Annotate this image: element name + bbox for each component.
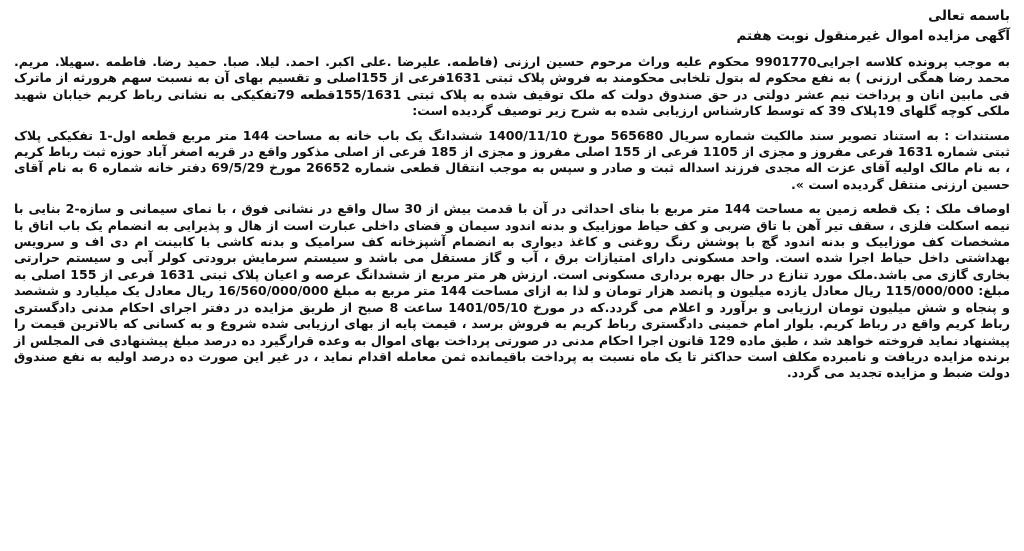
spacer	[14, 120, 1010, 128]
spacer	[14, 46, 1010, 54]
documents-paragraph: مستندات : به استناد تصویر سند مالکیت شماره سریال 565680 مورخ 1400/11/10 ششدانگ یک باب خانه به مساحت 144 متر مربع قطعه اول-1 تفکیکی پلاک ثبتی شماره 1631 فرعی مفروز و مجزی از 1105 فرعی از 155 اصلی مفروز و مجزی از 185 فرعی از اصلی مذکور واقع در قریه اصغر آباد حوزه ثبت رباط کریم ، به نام مالک اولیه آقای عزت اله مجدی فرزند اسداله ثبت و صادر و سپس به موجب انتقال قطعی شماره 26652 مورخ 69/5/29 دفتر خانه شماره 6 به نام آقای حسین ارزنی منتقل گردیده است ».	[14, 127, 1011, 192]
intro-paragraph: به موجب پرونده کلاسه اجرایی9901770 محکوم علیه وراث مرحوم حسین ارزنی (فاطمه. علیرضا .علی اکبر. احمد. لیلا. صبا. حمید رضا. فاطمه .سهیلا. مریم. محمد رضا همگی ارزنی ) به نفع محکوم له بتول تلخابی محکومند به فروش پلاک ثبتی 1631فرعی از 155اصلی و تقسیم بهای آن به نسبت سهم هرورثه از ماترک فی مابین انان و پرداخت نیم عشر دولتی در حق صندوق دولت که ملک توقیف شده به پلاک ثبتی 155/1631قطعه 79تفکیکی به نشانی رباط کریم خیابان شهید ملکی کوچه گلهای 19پلاک 39 که توسط کارشناس ارزیابی شده به شرح زیر توصیف گردیده است:	[14, 54, 1010, 119]
spacer	[14, 193, 1010, 201]
property-description-paragraph: اوصاف ملک : یک قطعه زمین به مساحت 144 متر مربع با بنای احداثی در آن با قدمت بیش از 30 سال واقع در نشانی فوق ، با نمای سیمانی و سازه-2 بنایی با نیمه اسکلت فلزی ، سقف تیر آهن با تاق ضربی و کف حیاط موزاییک و بدنه اندود سیمان و فضای داخلی عبارت است از هال و پذیرایی به انضمام یک باب اتاق با مشخصات کف موزاییک و بدنه اندود گچ با پوشش رنگ روغنی و کاغذ دیواری به انضمام آشپزخانه کف سرامیک و بدنه کاشی با کابینت ام دی اف و سرویس بهداشتی داخل حیاط اجرا شده است. واحد مسکونی دارای امتیازات برق ، آب و گاز مستقل می باشد و سیستم سرمایش برودتی کولر آبی و سیستم حرارتی بخاری گازی می باشد.ملک مورد تنازع در حال بهره برداری مسکونی است. ارزش هر متر مربع از ششدانگ عرصه و اعیان پلاک ثبتی 1631 فرعی از 155 اصلی به مبلغ: 115/000/000 ریال معادل یازده میلیون و پانصد هزار تومان و لذا به ازای مساحت 144 متر مربع به مبلغ 16/560/000/000 ریال معادل یک میلیارد و ششصد و پنجاه و شش میلیون تومان ارزیابی و برآورد و اعلام می گردد.که در مورخ 1401/05/10 ساعت 8 صبح از طریق مزایده در دفتر اجرای احکام مدنی دادگستری رباط کریم واقع در رباط کریم. بلوار امام خمینی دادگستری رباط کریم به فروش برسد ، قیمت پایه از بهای ارزیابی شده شروع و به کسانی که بالاترین قیمت را پیشنهاد نماید فروخته خواهد شد ، طبق ماده 129 قانون اجرا احکام مدنی در صورتی پرداخت بهای اموال به وعده قرارگیرد ده درصد مبلغ پیشنهادی فی المجلس از برنده مزایده دریافت و نامبرده مکلف است حداکثر تا یک ماه نسبت به پرداخت باقیمانده ثمن معامله اقدام نماید ، در غیر این صورت ده درصد اولیه به نفع صندوق دولت ضبط و مزایده تجدید می گردد.	[14, 201, 1011, 381]
bismillah-heading: باسمه تعالی	[928, 8, 1010, 24]
notice-title: آگهی مزایده اموال غیرمنقول نوبت هفتم	[736, 28, 1010, 44]
